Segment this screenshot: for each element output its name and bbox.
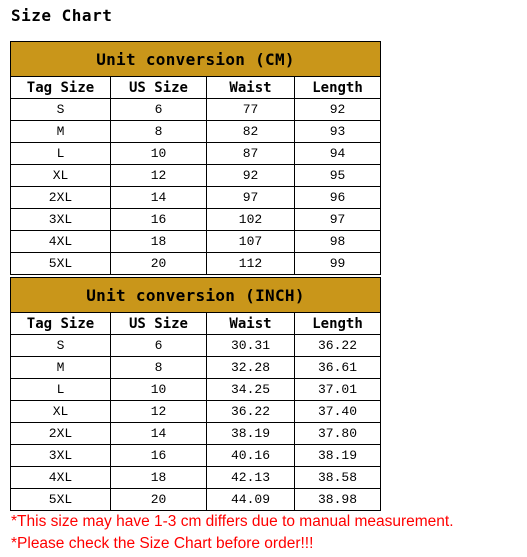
cell-us-size: 12 bbox=[111, 401, 207, 423]
table-row bbox=[11, 187, 381, 209]
cell-us-size: 8 bbox=[111, 121, 207, 143]
cell-length: 37.01 bbox=[295, 379, 381, 401]
cell-tag-size: M bbox=[11, 121, 111, 143]
table-row bbox=[11, 401, 381, 423]
cell-us-size: 6 bbox=[111, 99, 207, 121]
cell-tag-size: 3XL bbox=[11, 445, 111, 467]
table-row bbox=[11, 231, 381, 253]
cell-waist: 97 bbox=[207, 187, 295, 209]
cell-us-size: 8 bbox=[111, 357, 207, 379]
column-header-us-size: US Size bbox=[111, 77, 207, 99]
notes bbox=[11, 511, 454, 555]
cell-tag-size: L bbox=[11, 143, 111, 165]
cell-us-size: 10 bbox=[111, 379, 207, 401]
cell-length: 95 bbox=[295, 165, 381, 187]
cell-us-size: 20 bbox=[111, 253, 207, 275]
cell-tag-size: L bbox=[11, 379, 111, 401]
table-row bbox=[11, 379, 381, 401]
cell-waist: 40.16 bbox=[207, 445, 295, 467]
table-heading-inch: Unit conversion (INCH) bbox=[11, 278, 381, 313]
cell-length: 38.98 bbox=[295, 489, 381, 511]
column-header-us-size: US Size bbox=[111, 313, 207, 335]
column-header-length: Length bbox=[295, 77, 381, 99]
cell-length: 37.80 bbox=[295, 423, 381, 445]
cell-tag-size: 4XL bbox=[11, 231, 111, 253]
cell-tag-size: XL bbox=[11, 165, 111, 187]
table-row bbox=[11, 165, 381, 187]
column-header-row bbox=[11, 77, 381, 99]
note-tolerance: *This size may have 1-3 cm differs due to manual measurement. bbox=[11, 513, 454, 530]
cell-length: 94 bbox=[295, 143, 381, 165]
table-row bbox=[11, 357, 381, 379]
table-row bbox=[11, 423, 381, 445]
table-heading-cm: Unit conversion (CM) bbox=[11, 42, 381, 77]
column-header-waist: Waist bbox=[207, 313, 295, 335]
column-header-tag-size: Tag Size bbox=[11, 313, 111, 335]
cell-length: 38.19 bbox=[295, 445, 381, 467]
cell-us-size: 16 bbox=[111, 209, 207, 231]
column-header-waist: Waist bbox=[207, 77, 295, 99]
cell-waist: 87 bbox=[207, 143, 295, 165]
size-table-cm bbox=[10, 41, 381, 275]
cell-length: 36.22 bbox=[295, 335, 381, 357]
table-row bbox=[11, 99, 381, 121]
cell-us-size: 16 bbox=[111, 445, 207, 467]
column-header-tag-size: Tag Size bbox=[11, 77, 111, 99]
table-row bbox=[11, 489, 381, 511]
cell-length: 99 bbox=[295, 253, 381, 275]
cell-tag-size: S bbox=[11, 335, 111, 357]
cell-tag-size: 5XL bbox=[11, 253, 111, 275]
table-row bbox=[11, 209, 381, 231]
cell-waist: 82 bbox=[207, 121, 295, 143]
cell-length: 98 bbox=[295, 231, 381, 253]
cell-waist: 107 bbox=[207, 231, 295, 253]
column-header-length: Length bbox=[295, 313, 381, 335]
cell-us-size: 10 bbox=[111, 143, 207, 165]
cell-tag-size: S bbox=[11, 99, 111, 121]
cell-us-size: 12 bbox=[111, 165, 207, 187]
cell-us-size: 14 bbox=[111, 423, 207, 445]
cell-us-size: 18 bbox=[111, 467, 207, 489]
cell-waist: 112 bbox=[207, 253, 295, 275]
cell-length: 36.61 bbox=[295, 357, 381, 379]
note-check-chart: *Please check the Size Chart before order!!! bbox=[11, 535, 314, 552]
cell-us-size: 14 bbox=[111, 187, 207, 209]
cell-us-size: 18 bbox=[111, 231, 207, 253]
cell-length: 97 bbox=[295, 209, 381, 231]
cell-tag-size: 5XL bbox=[11, 489, 111, 511]
cell-waist: 30.31 bbox=[207, 335, 295, 357]
cell-waist: 77 bbox=[207, 99, 295, 121]
cell-tag-size: M bbox=[11, 357, 111, 379]
cell-waist: 102 bbox=[207, 209, 295, 231]
cell-tag-size: 2XL bbox=[11, 187, 111, 209]
page-title: Size Chart bbox=[11, 6, 113, 25]
cell-tag-size: 3XL bbox=[11, 209, 111, 231]
cell-waist: 36.22 bbox=[207, 401, 295, 423]
cell-us-size: 20 bbox=[111, 489, 207, 511]
size-table-inch bbox=[10, 277, 381, 511]
cell-waist: 42.13 bbox=[207, 467, 295, 489]
cell-length: 96 bbox=[295, 187, 381, 209]
cell-length: 92 bbox=[295, 99, 381, 121]
table-row bbox=[11, 253, 381, 275]
cell-length: 38.58 bbox=[295, 467, 381, 489]
table-row bbox=[11, 467, 381, 489]
column-header-row bbox=[11, 313, 381, 335]
table-row bbox=[11, 121, 381, 143]
cell-tag-size: 2XL bbox=[11, 423, 111, 445]
cell-tag-size: XL bbox=[11, 401, 111, 423]
table-row bbox=[11, 445, 381, 467]
cell-waist: 44.09 bbox=[207, 489, 295, 511]
table-row bbox=[11, 335, 381, 357]
cell-waist: 34.25 bbox=[207, 379, 295, 401]
table-row bbox=[11, 143, 381, 165]
cell-waist: 32.28 bbox=[207, 357, 295, 379]
cell-tag-size: 4XL bbox=[11, 467, 111, 489]
cell-us-size: 6 bbox=[111, 335, 207, 357]
cell-waist: 92 bbox=[207, 165, 295, 187]
cell-length: 37.40 bbox=[295, 401, 381, 423]
cell-length: 93 bbox=[295, 121, 381, 143]
cell-waist: 38.19 bbox=[207, 423, 295, 445]
